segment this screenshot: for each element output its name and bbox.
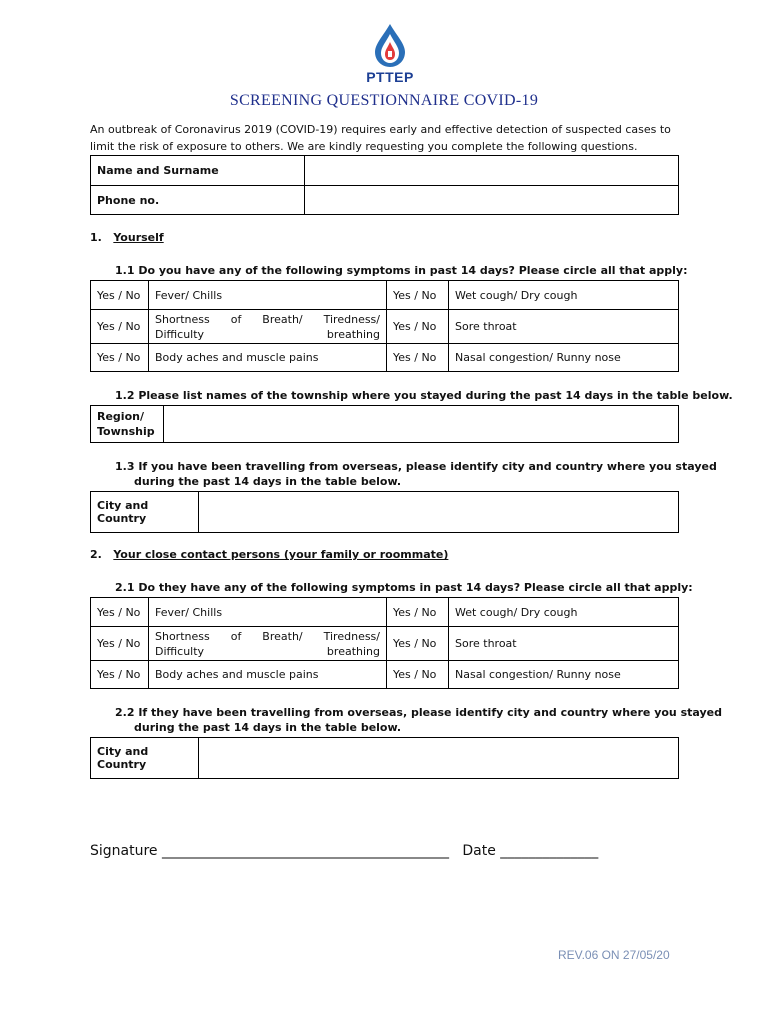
name-field[interactable] [305,156,679,186]
yes-no-option[interactable]: Yes / No [91,661,149,689]
droplet-flame-icon [355,22,425,68]
yes-no-option[interactable]: Yes / No [91,310,149,344]
date-label: Date ______________ [462,843,599,859]
question-1-3 [115,459,717,489]
city-country-field[interactable] [199,492,679,533]
signature-line[interactable] [90,843,598,859]
section-1-title: Yourself [113,231,164,244]
logo-text: PTTEP [366,69,414,85]
city-country-label: City and Country [91,738,199,779]
identity-table [90,155,679,215]
symptom-label: Fever/ Chills [149,281,387,310]
question-1-3-line-2: during the past 14 days in the table below. [134,475,402,488]
symptom-row [91,661,679,689]
question-2-1: 2.1 Do they have any of the following symptoms in past 14 days? Please circle all that apply: [115,581,693,594]
section-1-heading [90,231,164,244]
symptom-label: Wet cough/ Dry cough [449,281,679,310]
region-table [90,405,679,443]
symptoms-table-self [90,280,679,372]
name-label: Name and Surname [91,156,305,186]
symptom-label: Body aches and muscle pains [149,661,387,689]
symptom-label: Fever/ Chills [149,598,387,627]
region-field[interactable] [164,406,679,443]
question-2-2-line-1: 2.2 If they have been travelling from overseas, please identify city and country where you stayed [115,706,722,719]
section-2-heading [90,548,448,561]
region-label: Region/ Township [91,406,164,443]
question-1-2: 1.2 Please list names of the township where you stayed during the past 14 days in the table below. [115,389,733,402]
signature-label: Signature _________________________________________ [90,843,449,859]
symptom-label: Wet cough/ Dry cough [449,598,679,627]
symptoms-table-contacts [90,597,679,689]
yes-no-option[interactable]: Yes / No [387,281,449,310]
symptom-row [91,310,679,344]
section-2-title: Your close contact persons (your family or roommate) [113,548,449,561]
page-title: SCREENING QUESTIONNAIRE COVID-19 [229,92,539,109]
yes-no-option[interactable]: Yes / No [387,661,449,689]
city-country-table-contacts [90,737,679,779]
symptom-row [91,627,679,661]
symptom-row [91,281,679,310]
yes-no-option[interactable]: Yes / No [387,310,449,344]
question-1-3-line-1: 1.3 If you have been travelling from overseas, please identify city and country where you stayed [115,460,717,473]
yes-no-option[interactable]: Yes / No [91,344,149,372]
yes-no-option[interactable]: Yes / No [91,627,149,661]
yes-no-option[interactable]: Yes / No [91,598,149,627]
symptom-label: Nasal congestion/ Runny nose [449,661,679,689]
yes-no-option[interactable]: Yes / No [91,281,149,310]
yes-no-option[interactable]: Yes / No [387,627,449,661]
section-2-number: 2. [90,548,102,561]
section-1-number: 1. [90,231,102,244]
symptom-label: Sore throat [449,310,679,344]
question-2-2 [115,705,722,735]
yes-no-option[interactable]: Yes / No [387,598,449,627]
intro-text: An outbreak of Coronavirus 2019 (COVID-19) requires early and effective detection of suspected cases to limit the risk of exposure to others. We are kindly requesting you complete the following questions. [90,123,671,153]
revision-label: REV.06 ON 27/05/20 [558,948,670,962]
city-country-table-self [90,491,679,533]
symptom-label: Body aches and muscle pains [149,344,387,372]
question-1-1: 1.1 Do you have any of the following symptoms in past 14 days? Please circle all that apply: [115,264,688,277]
phone-label: Phone no. [91,186,305,215]
phone-field[interactable] [305,186,679,215]
city-country-label: City and Country [91,492,199,533]
yes-no-option[interactable]: Yes / No [387,344,449,372]
symptom-label: Shortness of Breath/ Tiredness/ Difficulty breathing [149,310,387,344]
city-country-field[interactable] [199,738,679,779]
symptom-row [91,598,679,627]
question-2-2-line-2: during the past 14 days in the table below. [134,721,402,734]
symptom-row [91,344,679,372]
pttep-logo [355,22,425,86]
symptom-label: Shortness of Breath/ Tiredness/ Difficulty breathing [149,627,387,661]
symptom-label: Nasal congestion/ Runny nose [449,344,679,372]
symptom-label: Sore throat [449,627,679,661]
